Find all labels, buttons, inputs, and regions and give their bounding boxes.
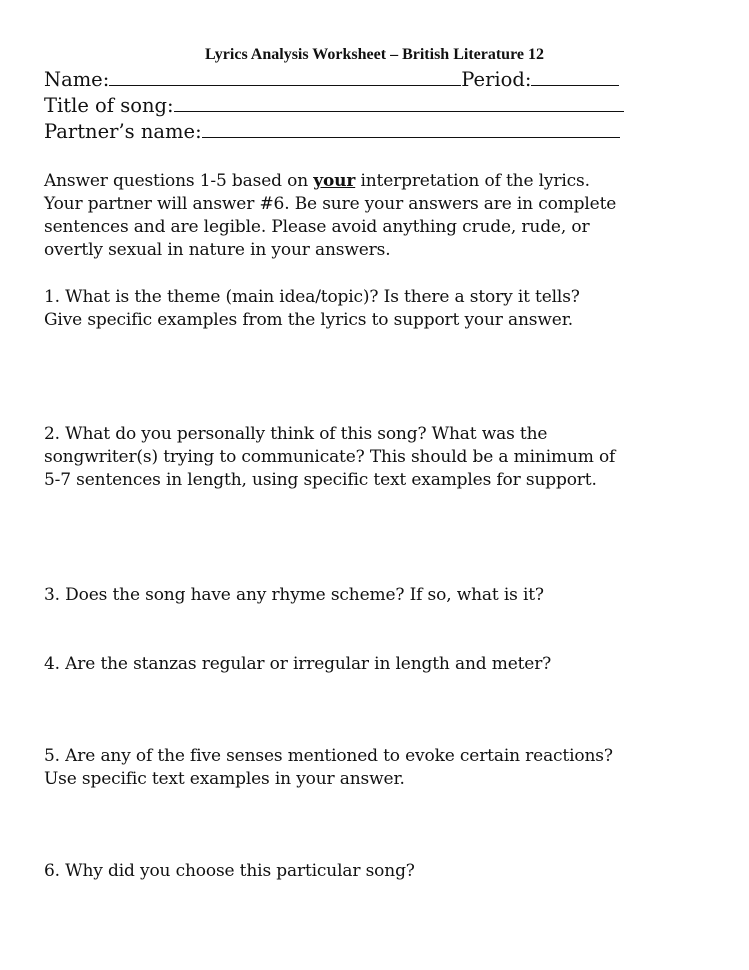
partner-label: Partner’s name: bbox=[44, 120, 202, 143]
question-1-line-2: Give specific examples from the lyrics to support your answer. bbox=[44, 310, 574, 330]
question-3-line-1: 3. Does the song have any rhyme scheme? If so, what is it? bbox=[44, 585, 544, 605]
worksheet-title: Lyrics Analysis Worksheet – British Literature 12 bbox=[205, 46, 544, 63]
name-row bbox=[44, 66, 619, 93]
instructions-line-1 bbox=[44, 170, 616, 193]
instructions-line-3: sentences and are legible. Please avoid anything crude, rude, or bbox=[44, 217, 590, 237]
instructions bbox=[44, 170, 616, 262]
question-4 bbox=[44, 653, 551, 676]
period-label: Period: bbox=[461, 68, 532, 91]
emphasis-your: your bbox=[313, 171, 356, 191]
instructions-line-4: overtly sexual in nature in your answers. bbox=[44, 240, 391, 260]
question-2 bbox=[44, 423, 615, 492]
name-blank[interactable] bbox=[109, 66, 461, 86]
partner-row bbox=[44, 118, 620, 145]
instructions-text: Answer questions 1-5 based on bbox=[44, 171, 314, 191]
name-label: Name: bbox=[44, 68, 110, 91]
question-5-line-2: Use specific text examples in your answer. bbox=[44, 769, 405, 789]
partner-blank[interactable] bbox=[202, 118, 620, 138]
question-4-line-1: 4. Are the stanzas regular or irregular in length and meter? bbox=[44, 654, 552, 674]
question-2-line-2: songwriter(s) trying to communicate? This should be a minimum of bbox=[44, 447, 616, 467]
question-5 bbox=[44, 745, 613, 791]
question-6 bbox=[44, 860, 415, 883]
instructions-line-2: Your partner will answer #6. Be sure your answers are in complete bbox=[44, 194, 617, 214]
question-1 bbox=[44, 286, 580, 332]
question-6-line-1: 6. Why did you choose this particular song? bbox=[44, 861, 415, 881]
question-2-line-1: 2. What do you personally think of this song? What was the bbox=[44, 424, 548, 444]
question-5-line-1: 5. Are any of the five senses mentioned to evoke certain reactions? bbox=[44, 746, 613, 766]
song-title-label: Title of song: bbox=[44, 94, 174, 117]
question-3 bbox=[44, 584, 544, 607]
song-title-blank[interactable] bbox=[174, 92, 624, 112]
song-title-row bbox=[44, 92, 624, 119]
period-blank[interactable] bbox=[531, 66, 619, 86]
question-2-line-3: 5-7 sentences in length, using specific text examples for support. bbox=[44, 470, 597, 490]
question-1-line-1: 1. What is the theme (main idea/topic)? Is there a story it tells? bbox=[44, 287, 580, 307]
instructions-text: interpretation of the lyrics. bbox=[355, 171, 590, 191]
